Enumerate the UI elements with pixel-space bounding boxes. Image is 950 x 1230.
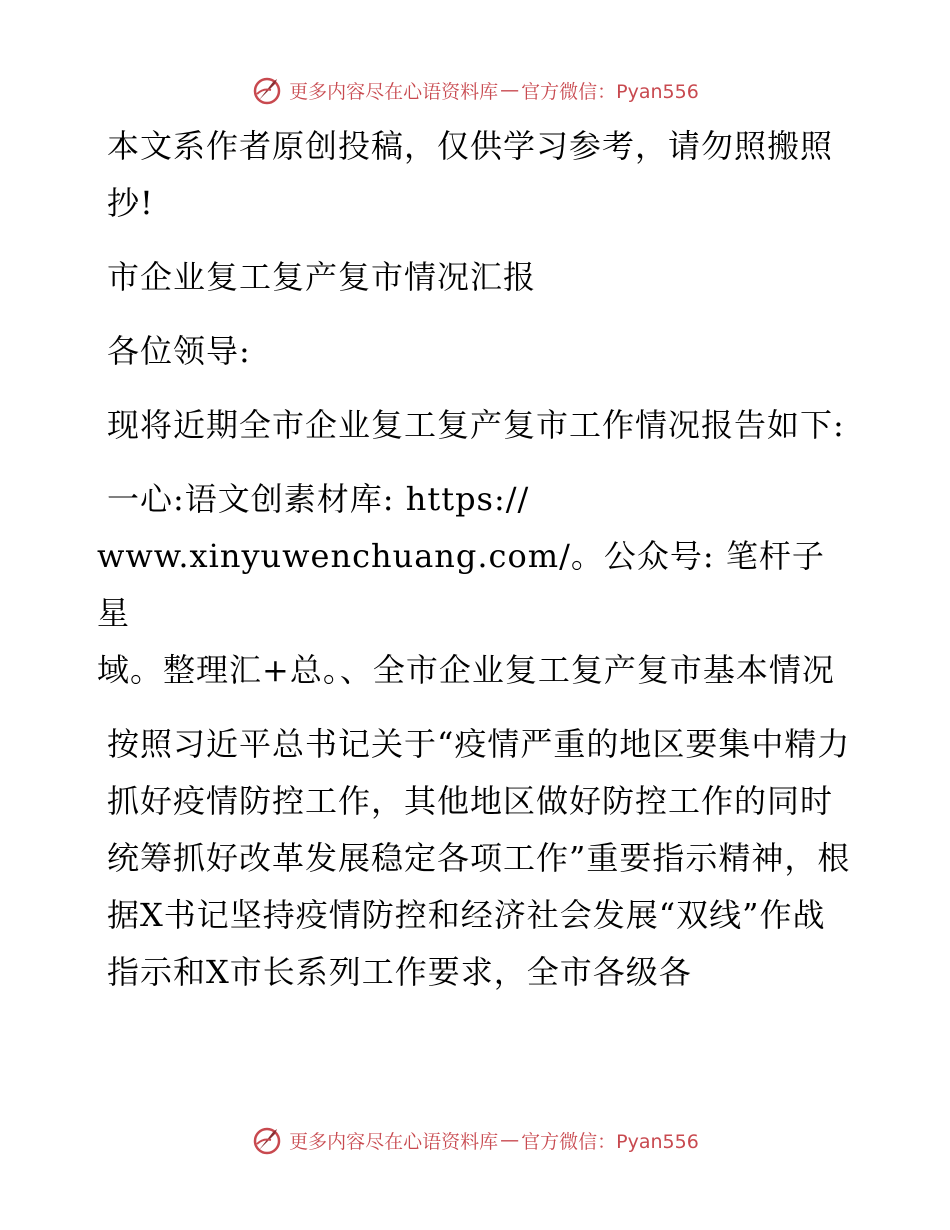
footer-banner-title: 更多内容尽在心语资料库 (289, 1130, 499, 1153)
banner-title: 更多内容尽在心语资料库 (289, 80, 499, 103)
header-banner (0, 70, 950, 110)
notice-paragraph: 本文系作者原创投稿，仅供学习参考，请勿照搬照抄! (107, 127, 834, 222)
section-one-line-3: 域。整理汇+总。、全市企业复工复产复市基本情况 (97, 651, 835, 689)
quill-pen-logo-icon (251, 74, 283, 106)
footer-banner-dash: — (500, 1129, 520, 1151)
body-paragraph: 按照习近平总书记关于“疫情严重的地区要集中精力抓好疫情防控工作，其他地区做好防控工作的同时统筹抓好改革发展稳定各项工作”重要指示精神，根据X书记坚持疫情防控和经济社会发展“双线”作战指示和X市长系列工作要求，全市各级各 (107, 725, 851, 991)
footer-banner (0, 1120, 950, 1160)
footer-banner-suffix: 官方微信：Pyan556 (521, 1130, 699, 1153)
quill-pen-logo-icon (251, 1124, 283, 1156)
section-one-line-1: 一心:语文创素材库: https:// (107, 480, 530, 518)
document-body (97, 118, 857, 1018)
salutation: 各位领导: (107, 332, 251, 370)
document-title: 市企业复工复产复市情况汇报 (107, 258, 537, 296)
intro-paragraph: 现将近期全市企业复工复产复市工作情况报告如下: (107, 406, 845, 444)
section-one-heading (97, 471, 857, 699)
banner-dash: — (500, 79, 520, 101)
section-one-line-2: www.xinyuwenchuang.com/。公众号: 笔杆子星 (97, 537, 825, 632)
banner-suffix: 官方微信：Pyan556 (521, 80, 699, 103)
